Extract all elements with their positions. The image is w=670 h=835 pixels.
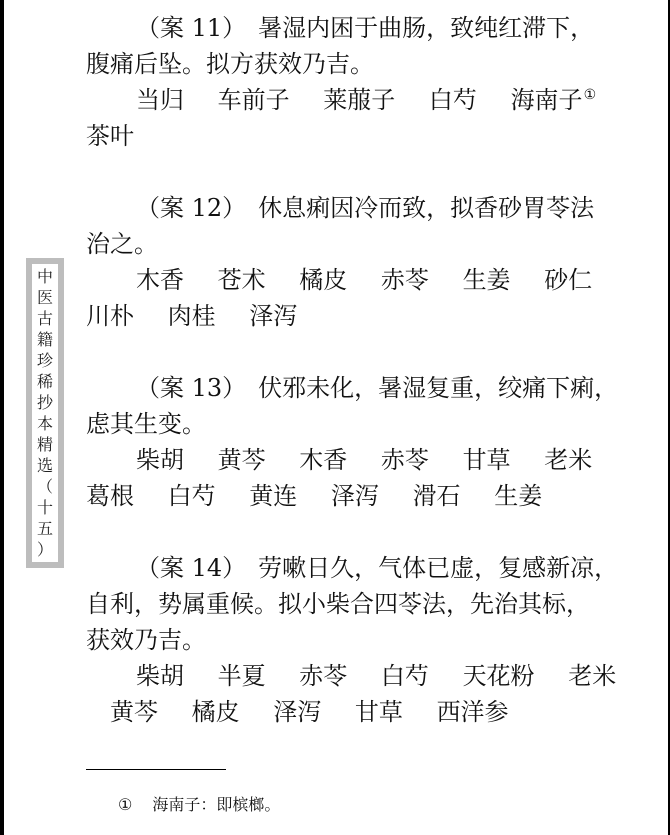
- case-12-text: 治之。: [86, 230, 158, 258]
- herb: 甘草: [462, 446, 511, 474]
- herb: 泽泻: [249, 302, 298, 330]
- case-11-herbs-line-1: [86, 82, 597, 118]
- case-gap: [86, 154, 586, 190]
- herb: 木香: [136, 266, 184, 294]
- case-14-herbs-line-1: [86, 658, 617, 694]
- herb: 白芍: [380, 662, 429, 690]
- herb: 赤苓: [380, 266, 429, 294]
- herb: 半夏: [217, 662, 266, 690]
- herb: 老米: [568, 662, 617, 690]
- herb: 肉桂: [167, 302, 216, 330]
- footnote-reference[interactable]: ①: [583, 87, 597, 103]
- footnote-divider: [86, 769, 226, 770]
- herb: 白芍: [428, 86, 477, 114]
- side-label-char: 选: [36, 456, 53, 475]
- herb: 白芍: [167, 482, 216, 510]
- herb-with-footnote: [511, 82, 597, 118]
- case-12-herbs-line-1: [86, 262, 593, 298]
- herb: 生姜: [462, 266, 511, 294]
- case-11-text: 腹痛后坠。拟方获效乃吉。: [86, 50, 374, 78]
- herb: 滑石: [412, 482, 461, 510]
- herb: 海南子: [510, 86, 583, 114]
- herb: 木香: [299, 446, 348, 474]
- herb: 黄连: [249, 482, 298, 510]
- herb: 葛根: [86, 482, 134, 510]
- case-13-text: 虑其生变。: [86, 410, 206, 438]
- herb: 柴胡: [136, 446, 184, 474]
- herb: 川朴: [86, 302, 134, 330]
- side-label-char: 医: [36, 288, 53, 307]
- herb: 茶叶: [86, 122, 134, 150]
- side-label-char: 古: [36, 309, 53, 328]
- series-side-label: [26, 258, 64, 568]
- page-left-border: [0, 0, 4, 835]
- herb: 黄芩: [110, 698, 158, 726]
- herb: 橘皮: [191, 698, 240, 726]
- case-12-heading: （案 12） 休息痢因冷而致，拟香砂胃苓法: [136, 194, 595, 222]
- herb: 莱菔子: [323, 86, 396, 114]
- case-gap: [86, 334, 586, 370]
- case-14-text: 自利，势属重候。拟小柴合四苓法，先治其标，: [86, 590, 590, 618]
- case-13-herbs-line-2: [86, 478, 586, 514]
- herb: 赤苓: [380, 446, 429, 474]
- side-label-char: 十: [36, 498, 53, 517]
- side-label-char: 珍: [36, 351, 53, 370]
- herb: 甘草: [354, 698, 403, 726]
- series-side-label-text: [32, 264, 58, 562]
- case-13-heading: （案 13） 伏邪未化，暑湿复重，绞痛下痢，: [136, 374, 619, 402]
- page-content: [86, 10, 619, 730]
- side-label-char: 五: [36, 519, 53, 538]
- herb: 黄芩: [217, 446, 266, 474]
- side-label-char: 精: [36, 435, 53, 454]
- herb: 苍术: [217, 266, 266, 294]
- footnote-mark: ①: [118, 795, 133, 814]
- side-label-char: 稀: [36, 372, 53, 391]
- case-14-text: 获效乃吉。: [86, 626, 206, 654]
- herb: 天花粉: [462, 662, 535, 690]
- case-14-heading: （案 14） 劳嗽日久，气体已虚，复感新凉，: [136, 554, 619, 582]
- herb: 车前子: [217, 86, 290, 114]
- side-label-char: 中: [36, 267, 53, 286]
- herb: 橘皮: [299, 266, 348, 294]
- side-label-char: 抄: [36, 393, 53, 412]
- herb: 柴胡: [136, 662, 184, 690]
- herb: 当归: [136, 86, 184, 114]
- herb: 泽泻: [330, 482, 379, 510]
- case-11-heading: （案 11） 暑湿内困于曲肠，致纯红滞下，: [136, 14, 595, 42]
- herb: 老米: [544, 446, 593, 474]
- case-12-herbs-line-2: [86, 298, 586, 334]
- herb: 赤苓: [299, 662, 348, 690]
- side-label-char: 籍: [36, 330, 53, 349]
- side-label-char: 本: [36, 414, 53, 433]
- case-13-herbs-line-1: [86, 442, 593, 478]
- herb: 西洋参: [436, 698, 509, 726]
- herb: 泽泻: [273, 698, 322, 726]
- footnote-text: 海南子：即槟榔。: [152, 795, 281, 814]
- side-label-char: ）: [36, 540, 53, 559]
- footnote: [118, 794, 280, 816]
- side-label-char: （: [36, 477, 53, 496]
- herb: 砂仁: [544, 266, 593, 294]
- case-gap: [86, 514, 586, 550]
- herb: 生姜: [494, 482, 543, 510]
- case-11-herbs-line-2: [86, 118, 586, 154]
- case-14-herbs-line-2: [86, 694, 586, 730]
